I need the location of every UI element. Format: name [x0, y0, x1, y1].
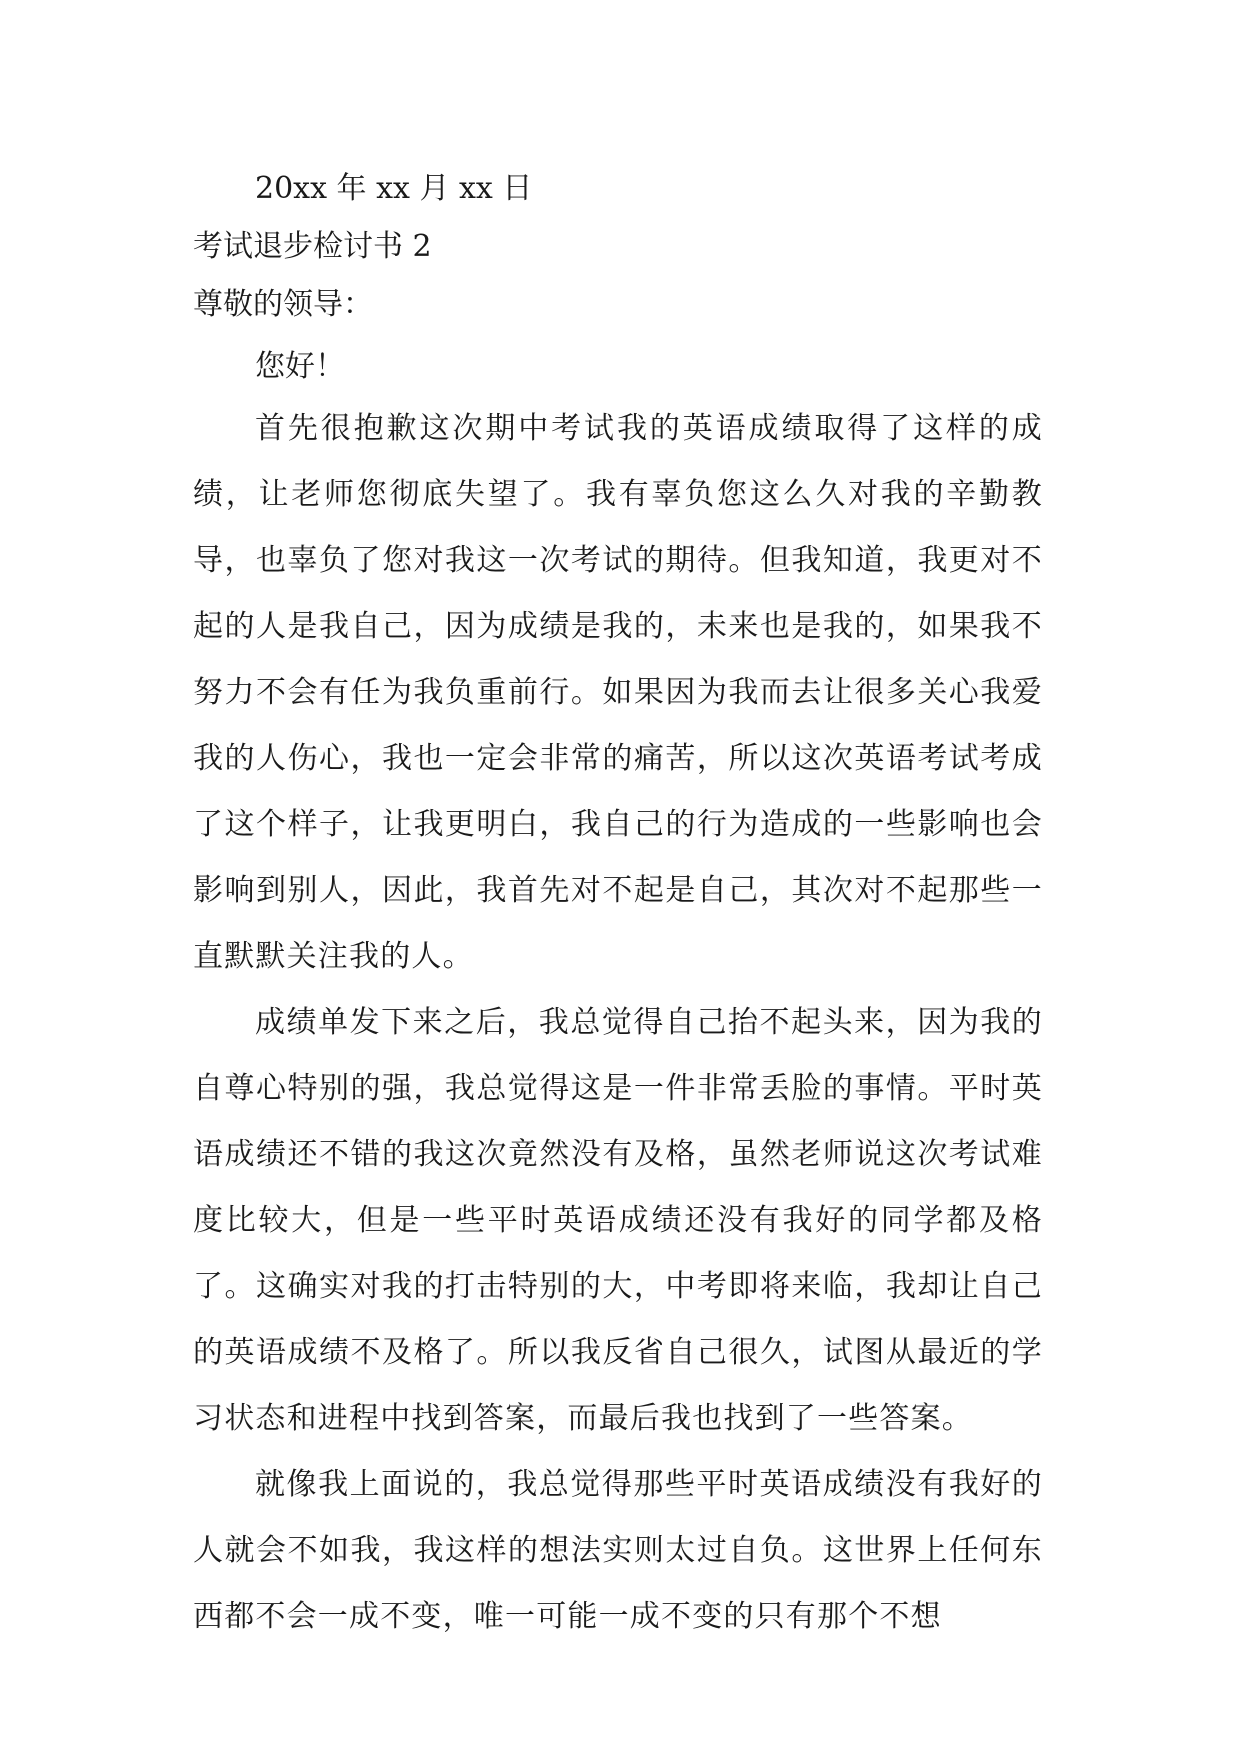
paragraph-3: 就像我上面说的，我总觉得那些平时英语成绩没有我好的人就会不如我，我这样的想法实则太过自负。这世界上任何东西都不会一成不变，唯一可能一成不变的只有那个不想 — [193, 1467, 1043, 1634]
paragraph-1: 首先很抱歉这次期中考试我的英语成绩取得了这样的成绩，让老师您彻底失望了。我有辜负您这么久对我的辛勤教导，也辜负了您对我这一次考试的期待。但我知道，我更对不起的人是我自己，因为成绩是我的，未来也是我的，如果我不努力不会有任为我负重前行。如果因为我而去让很多关心我爱我的人伤心，我也一定会非常的痛苦，所以这次英语考试考成了这个样子，让我更明白，我自己的行为造成的一些影响也会影响到别人，因此，我首先对不起是自己，其次对不起那些一直默默关注我的人。 — [193, 411, 1043, 974]
salutation: 尊敬的领导： — [193, 287, 373, 322]
letter-date: 20xx 年 xx 月 xx 日 — [255, 171, 533, 206]
document-body — [193, 160, 1043, 1650]
document-title: 考试退步检讨书 2 — [193, 229, 432, 264]
paragraph-2: 成绩单发下来之后，我总觉得自己抬不起头来，因为我的自尊心特别的强，我总觉得这是一件非常丢脸的事情。平时英语成绩还不错的我这次竟然没有及格，虽然老师说这次考试难度比较大，但是一些平时英语成绩还没有我好的同学都及格了。这确实对我的打击特别的大，中考即将来临，我却让自己的英语成绩不及格了。所以我反省自己很久，试图从最近的学习状态和进程中找到答案，而最后我也找到了一些答案。 — [193, 1005, 1043, 1436]
greeting: 您好！ — [255, 349, 345, 384]
